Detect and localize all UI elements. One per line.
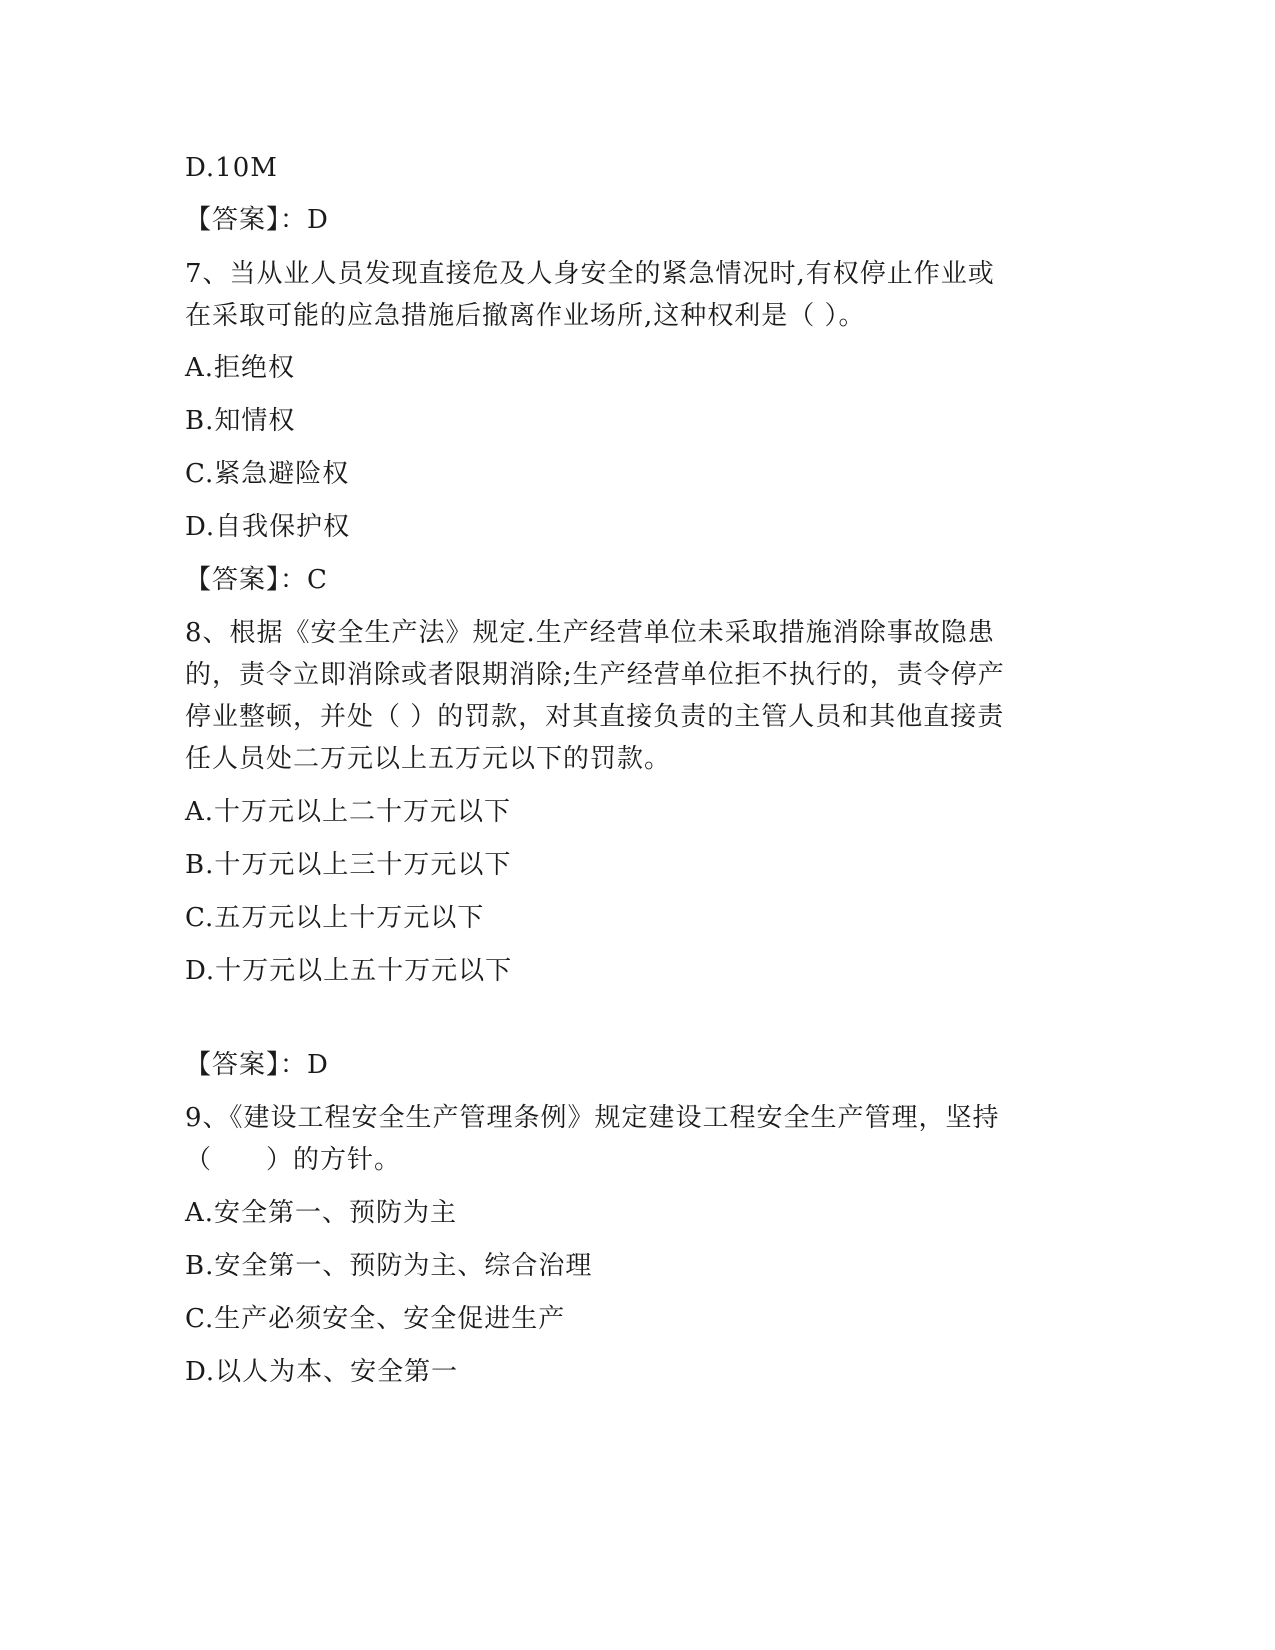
q8-question-line-4: 任人员处二万元以上五万元以下的罚款。 (185, 744, 672, 774)
q9-question-line-1: 9、《建设工程安全生产管理条例》规定建设工程安全生产管理，坚持 (185, 1103, 1000, 1133)
q7-question-line-2: 在采取可能的应急措施后撤离作业场所,这种权利是（ ）。 (185, 301, 866, 331)
q7-option-a: A.拒绝权 (185, 353, 296, 383)
q8-option-a: A.十万元以上二十万元以下 (185, 797, 512, 827)
q8-question-line-2: 的，责令立即消除或者限期消除;生产经营单位拒不执行的，责令停产 (185, 660, 1005, 690)
q7-option-b: B.知情权 (185, 406, 296, 436)
q7-option-d: D.自我保护权 (185, 512, 351, 542)
q9-option-d: D.以人为本、安全第一 (185, 1357, 459, 1387)
q8-question-line-1: 8、根据《安全生产法》规定.生产经营单位未采取措施消除事故隐患 (185, 618, 995, 648)
q9-option-b: B.安全第一、预防为主、综合治理 (185, 1251, 593, 1281)
q6-answer: 【答案】：D (185, 205, 329, 235)
q8-question-line-3: 停业整顿，并处（ ）的罚款，对其直接负责的主管人员和其他直接责 (185, 702, 1005, 732)
q8-answer: 【答案】：D (185, 1050, 329, 1080)
q9-option-a: A.安全第一、预防为主 (185, 1198, 458, 1228)
q8-option-c: C.五万元以上十万元以下 (185, 903, 485, 933)
q9-question-line-2: （ ）的方针。 (185, 1145, 402, 1175)
q7-answer: 【答案】：C (185, 565, 328, 595)
q7-question-line-1: 7、当从业人员发现直接危及人身安全的紧急情况时,有权停止作业或 (185, 259, 995, 289)
q9-option-c: C.生产必须安全、安全促进生产 (185, 1304, 566, 1334)
q8-option-b: B.十万元以上三十万元以下 (185, 850, 512, 880)
q6-option-d: D.10M (185, 153, 278, 183)
q8-option-d: D.十万元以上五十万元以下 (185, 956, 513, 986)
q7-option-c: C.紧急避险权 (185, 459, 350, 489)
